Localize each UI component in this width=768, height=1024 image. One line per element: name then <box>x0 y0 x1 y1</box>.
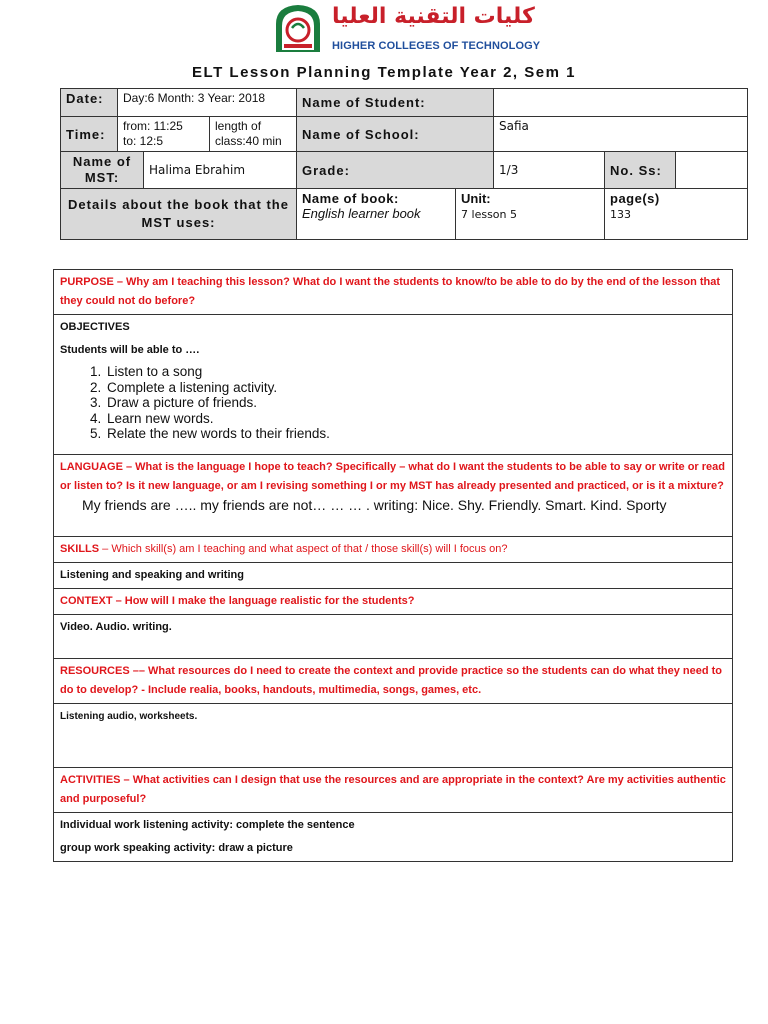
school-label: Name of School: <box>297 117 494 152</box>
pages-value: 133 <box>610 208 632 221</box>
length-line-2: class:40 min <box>215 134 282 148</box>
purpose-prompt: PURPOSE – Why am I teaching this lesson? What do I want the students to know/to be able to do by the end of the lesson that they could not do before? <box>54 270 733 315</box>
student-value <box>494 89 748 117</box>
mst-label-line-2: MST: <box>84 170 120 185</box>
objectives-intro: Students will be able to …. <box>60 344 200 356</box>
objective-item: 2. Complete a listening activity. <box>105 380 726 396</box>
student-label: Name of Student: <box>297 89 494 117</box>
language-cell <box>54 455 733 537</box>
objective-item: 4. Learn new words. <box>105 411 726 427</box>
time-from: from: 11:25 <box>123 119 183 133</box>
mst-value: Halima Ebrahim <box>144 152 297 189</box>
language-answer: My friends are ….. my friends are not… … … . writing: Nice. Shy. Friendly. Smart. Kind. Sporty <box>82 497 667 513</box>
college-arabic-name: كليات التقنية العليا <box>332 4 535 29</box>
unit-value: 7 lesson 5 <box>461 208 517 221</box>
language-prompt: LANGUAGE – What is the language I hope to teach? Specifically – what do I want the students to be able to say or write or read or listen to? Is it new language, or am I revising something I or my MST has already presented and practiced, or is it a mixture? <box>60 461 726 492</box>
resources-prompt: RESOURCES –– What resources do I need to create the context and provide practice so the students can do what they need to do to develop? - Include realia, books, handouts, multimedia, songs, games, etc. <box>54 659 733 704</box>
activities-answer-2: group work speaking activity: draw a picture <box>60 842 293 854</box>
context-answer: Video. Audio. writing. <box>54 615 733 659</box>
college-logo <box>272 2 324 54</box>
lesson-info-table <box>60 88 748 240</box>
skills-answer: Listening and speaking and writing <box>54 563 733 589</box>
mst-label-line-1: Name of <box>72 154 132 169</box>
objectives-list <box>60 364 726 442</box>
unit-cell <box>456 189 605 240</box>
skills-prompt-text: – Which skill(s) am I teaching and what aspect of that / those skill(s) will I focus on? <box>99 543 508 555</box>
activities-answer-1: Individual work listening activity: complete the sentence <box>60 819 355 831</box>
length-line-1: length of <box>215 119 262 133</box>
grade-value: 1/3 <box>494 152 605 189</box>
time-to: to: 12:5 <box>123 134 164 148</box>
skills-prompt <box>54 537 733 563</box>
book-name-cell <box>297 189 456 240</box>
book-name-value: English learner book <box>302 206 421 221</box>
activities-prompt: ACTIVITIES – What activities can I design that use the resources and are appropriate in the context? Are my activities authentic and purposeful? <box>54 768 733 813</box>
date-value: Day:6 Month: 3 Year: 2018 <box>118 89 297 117</box>
mst-label <box>61 152 144 189</box>
objective-item: 3. Draw a picture of friends. <box>105 395 726 411</box>
lesson-plan-table <box>53 269 733 862</box>
ss-label: No. Ss: <box>605 152 676 189</box>
objectives-heading: OBJECTIVES <box>60 321 130 333</box>
page-title: ELT Lesson Planning Template Year 2, Sem 1 <box>192 64 576 81</box>
activities-answer <box>54 813 733 862</box>
resources-answer: Listening audio, worksheets. <box>54 704 733 768</box>
objective-item: 1. Listen to a song <box>105 364 726 380</box>
time-value <box>118 117 210 152</box>
unit-label: Unit: <box>461 191 491 206</box>
objective-item: 5. Relate the new words to their friends. <box>105 426 726 442</box>
skills-label: SKILLS <box>60 543 100 555</box>
pages-label: page(s) <box>610 191 660 206</box>
ss-value <box>676 152 748 189</box>
date-label: Date: <box>61 89 118 117</box>
time-label: Time: <box>61 117 118 152</box>
college-name: HIGHER COLLEGES OF TECHNOLOGY <box>332 40 541 52</box>
grade-label: Grade: <box>297 152 494 189</box>
objectives-cell <box>54 315 733 455</box>
length-value <box>210 117 297 152</box>
context-prompt: CONTEXT – How will I make the language realistic for the students? <box>54 589 733 615</box>
book-details-label: Details about the book that the MST uses: <box>61 189 297 240</box>
book-name-label: Name of book: <box>302 191 399 206</box>
pages-cell <box>605 189 748 240</box>
school-value: Safia <box>494 117 748 152</box>
